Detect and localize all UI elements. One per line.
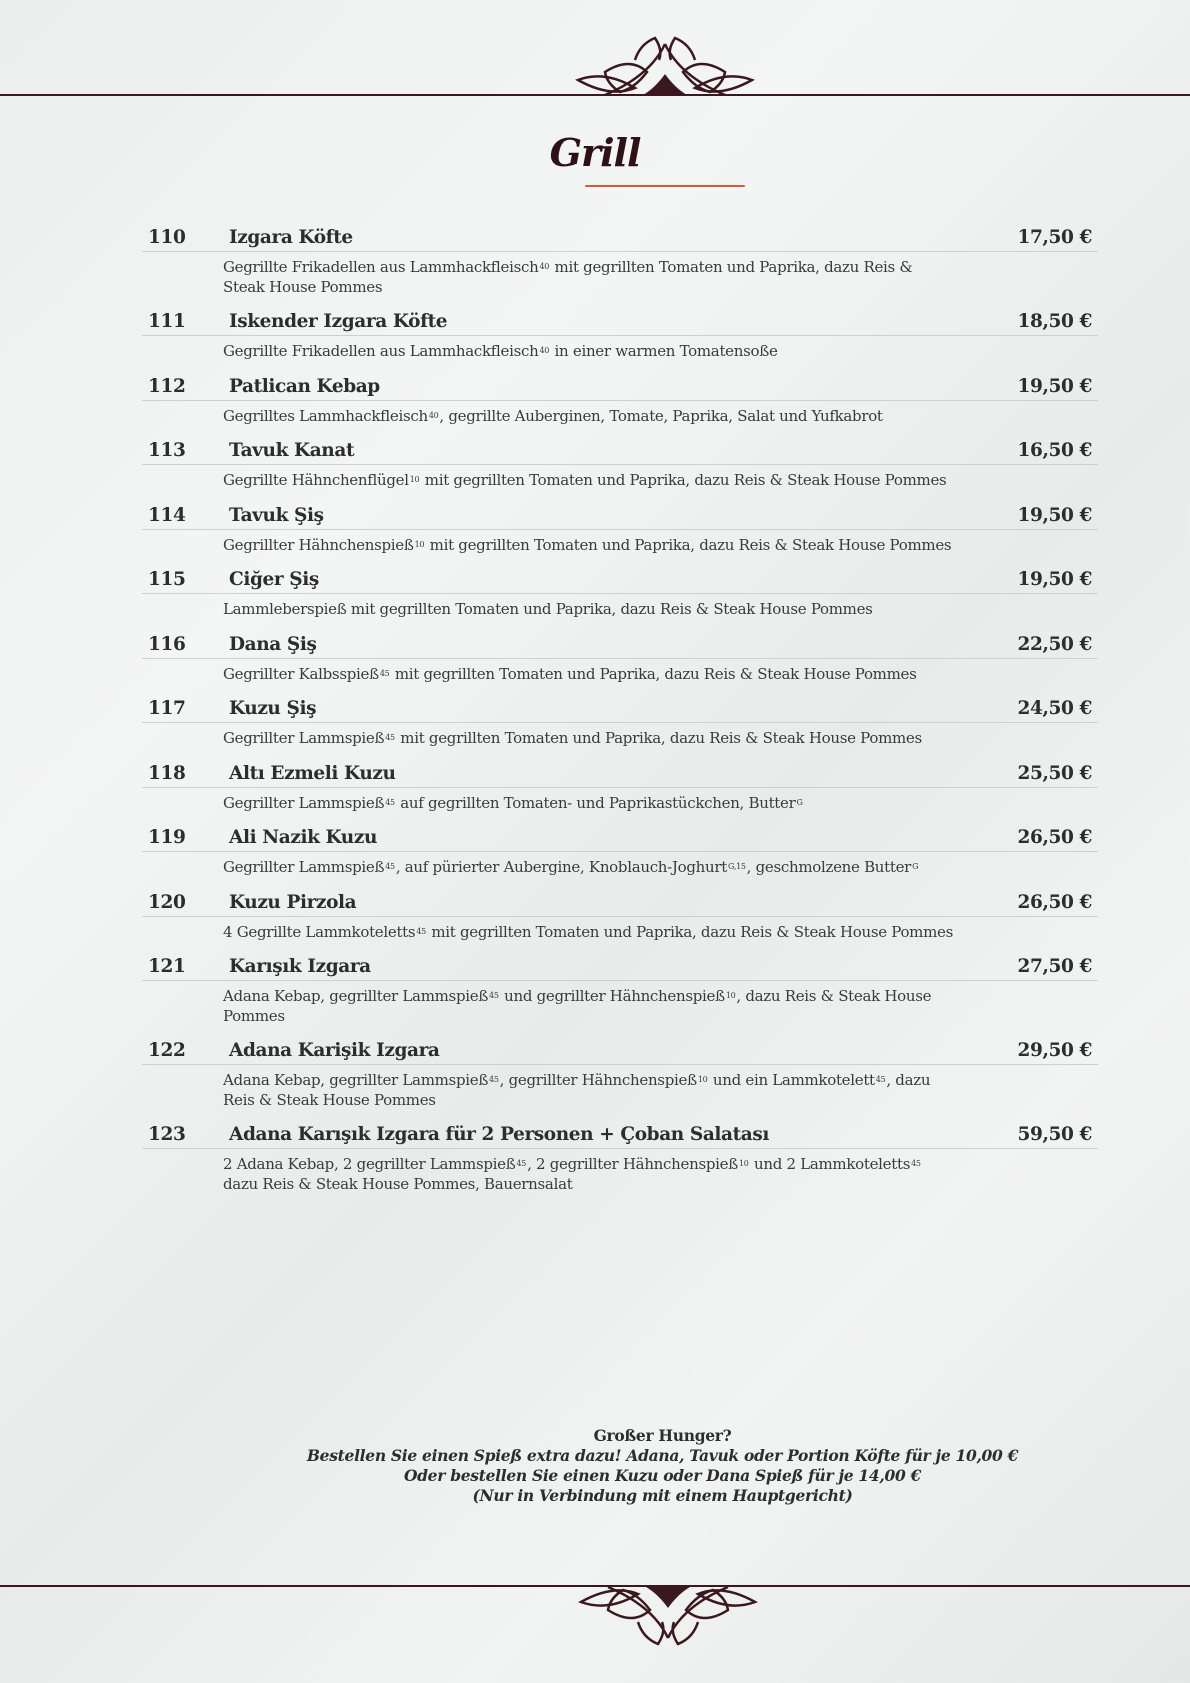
description-text: , 2 gegrillter Hähnchenspieß (527, 1155, 738, 1173)
item-price: 27,50 € (1017, 956, 1092, 977)
item-description (142, 336, 953, 362)
item-price: 29,50 € (1017, 1040, 1092, 1061)
menu-item (142, 698, 1098, 749)
item-number: 117 (148, 698, 186, 719)
item-name: Kuzu Pirzola (229, 891, 357, 913)
description-text: , auf pürierter Aubergine, Knoblauch-Joghurt (395, 858, 728, 876)
item-number: 114 (148, 504, 186, 526)
menu-item (142, 376, 1098, 427)
item-description (142, 723, 953, 749)
menu-item-header (142, 440, 1098, 465)
description-text: mit gegrillten Tomaten und Paprika, dazu Reis & Steak House Pommes (420, 471, 947, 489)
description-text: auf gegrillten Tomaten- und Paprikastückchen, Butter (395, 793, 796, 812)
item-number: 120 (148, 891, 186, 913)
description-text: mit gegrillten Tomaten und Paprika, dazu Reis & Steak House Pommes (395, 729, 922, 747)
description-text: mit gegrillten Tomaten und Paprika, dazu Reis & Steak House Pommes (426, 922, 953, 941)
allergen-note: 40 (539, 262, 550, 271)
description-text: , dazu Reis & Steak House Pommes (223, 987, 932, 1025)
menu-item (142, 505, 1098, 556)
menu-list (142, 227, 1098, 1208)
allergen-note: G,15 (728, 862, 746, 871)
item-price: 26,50 € (1017, 891, 1092, 913)
description-text: mit gegrillten Tomaten und Paprika, dazu Reis & Steak House Pommes (425, 535, 952, 554)
menu-item (142, 311, 1098, 362)
menu-item (142, 763, 1098, 814)
description-text: und 2 Lammkoteletts (749, 1155, 911, 1173)
menu-item-header (142, 1040, 1098, 1065)
allergen-note: 45 (489, 1075, 499, 1084)
allergen-note: 10 (414, 539, 425, 549)
item-number: 112 (148, 375, 186, 397)
description-text: in einer warmen Tomatensoße (550, 342, 778, 360)
description-text: 4 Gegrillte Lammkoteletts (223, 922, 416, 941)
menu-item-header (142, 569, 1098, 594)
item-number: 115 (148, 569, 186, 590)
footer-note (0, 1426, 1190, 1506)
description-text: Adana Kebap, gegrillter Lammspieß (223, 1071, 489, 1089)
item-price: 19,50 € (1017, 375, 1092, 397)
item-price: 17,50 € (1017, 227, 1092, 248)
description-text: und ein Lammkotelett (708, 1071, 875, 1089)
item-name: Dana Şiş (229, 633, 317, 655)
menu-item-header (142, 1124, 1098, 1149)
description-text: Gegrillte Hähnchenflügel (223, 471, 409, 489)
menu-item-header (142, 634, 1098, 659)
allergen-note: 45 (385, 733, 395, 742)
item-name: Patlican Kebap (229, 375, 380, 397)
menu-item-header (142, 227, 1098, 252)
item-description (142, 788, 953, 814)
menu-item (142, 569, 1098, 620)
menu-item-header (142, 505, 1098, 530)
item-price: 24,50 € (1017, 698, 1092, 719)
item-number: 116 (148, 633, 186, 655)
description-text: Adana Kebap, gegrillter Lammspieß (223, 987, 489, 1005)
item-name: Adana Karişik Izgara (229, 1040, 440, 1061)
description-text: Gegrilltes Lammhackfleisch (223, 406, 428, 425)
description-text: und gegrillter Hähnchenspieß (499, 987, 725, 1005)
item-price: 16,50 € (1017, 440, 1092, 461)
item-price: 19,50 € (1017, 504, 1092, 526)
footer-line: (Nur in Verbindung mit einem Hauptgericht) (472, 1486, 853, 1505)
menu-item (142, 956, 1098, 1026)
item-name: Karışık Izgara (229, 956, 371, 977)
item-name: Ciğer Şiş (229, 569, 319, 590)
menu-item-header (142, 956, 1098, 981)
title-underline (585, 185, 745, 187)
allergen-note: 45 (385, 862, 395, 871)
description-text: , gegrillte Auberginen, Tomate, Paprika, Salat und Yufkabrot (439, 406, 883, 425)
item-description (142, 401, 953, 427)
allergen-note: G (912, 862, 919, 871)
description-text: Gegrillter Lammspieß (223, 858, 385, 876)
description-text: mit gegrillten Tomaten und Paprika, dazu Reis & Steak House Pommes (223, 258, 913, 296)
description-text: dazu Reis & Steak House Pommes, Bauernsalat (223, 1174, 573, 1193)
item-price: 18,50 € (1017, 311, 1092, 332)
item-name: Kuzu Şiş (229, 698, 317, 719)
footer-line: Oder bestellen Sie einen Kuzu oder Dana Spieß für je 14,00 € (403, 1466, 922, 1485)
menu-item (142, 1124, 1098, 1194)
item-name: Altı Ezmeli Kuzu (229, 762, 396, 784)
menu-item-header (142, 827, 1098, 852)
item-name: Izgara Köfte (229, 227, 353, 248)
description-text: Gegrillte Frikadellen aus Lammhackfleisch (223, 258, 539, 276)
allergen-note: 10 (738, 1159, 749, 1168)
item-name: Ali Nazik Kuzu (229, 827, 378, 848)
allergen-note: 10 (697, 1075, 708, 1084)
allergen-note: 45 (875, 1075, 886, 1084)
item-price: 59,50 € (1017, 1124, 1092, 1145)
item-description (142, 659, 953, 685)
item-description (142, 917, 953, 943)
description-text: , geschmolzene Butter (746, 858, 912, 876)
item-name: Tavuk Kanat (229, 440, 355, 461)
item-number: 119 (148, 827, 186, 848)
item-number: 122 (148, 1040, 186, 1061)
item-description (142, 594, 953, 620)
item-price: 26,50 € (1017, 827, 1092, 848)
item-number: 123 (148, 1124, 186, 1145)
section-title: Grill (549, 130, 641, 175)
description-text: Gegrillter Hähnchenspieß (223, 535, 414, 554)
item-description (142, 530, 953, 556)
description-text: Lammleberspieß mit gegrillten Tomaten und Paprika, dazu Reis & Steak House Pommes (223, 600, 873, 618)
item-description (142, 465, 953, 491)
allergen-note: 10 (409, 475, 420, 484)
item-number: 111 (148, 311, 186, 332)
item-description (142, 1149, 953, 1194)
description-text: Gegrillter Lammspieß (223, 793, 385, 812)
item-description (142, 252, 953, 297)
menu-item-header (142, 892, 1098, 917)
menu-item-header (142, 311, 1098, 336)
allergen-note: 45 (385, 797, 395, 807)
allergen-note: G (796, 797, 803, 807)
menu-item-header (142, 763, 1098, 788)
description-text: 2 Adana Kebap, 2 gegrillter Lammspieß (223, 1155, 516, 1173)
item-price: 22,50 € (1017, 633, 1092, 655)
lotus-ornament-bottom-icon (578, 1586, 758, 1646)
footer-heading: Großer Hunger? (593, 1426, 732, 1445)
item-name: Iskender Izgara Köfte (229, 311, 448, 332)
menu-item (142, 1040, 1098, 1110)
allergen-note: 45 (379, 668, 390, 678)
allergen-note: 40 (539, 346, 550, 355)
allergen-note: 45 (489, 991, 499, 1000)
item-number: 110 (148, 227, 186, 248)
allergen-note: 45 (911, 1159, 921, 1168)
item-description (142, 852, 953, 878)
lotus-ornament-top-icon (575, 36, 755, 96)
description-text: Gegrillte Frikadellen aus Lammhackfleisch (223, 342, 539, 360)
item-number: 121 (148, 956, 186, 977)
menu-item (142, 892, 1098, 943)
footer-line: Bestellen Sie einen Spieß extra dazu! Adana, Tavuk oder Portion Köfte für je 10,00 € (306, 1446, 1019, 1465)
menu-item-header (142, 376, 1098, 401)
menu-item (142, 227, 1098, 297)
description-text: , dazu Reis & Steak House Pommes (223, 1071, 931, 1109)
allergen-note: 10 (725, 991, 736, 1000)
description-text: mit gegrillten Tomaten und Paprika, dazu Reis & Steak House Pommes (390, 664, 917, 683)
description-text: , gegrillter Hähnchenspieß (499, 1071, 697, 1089)
item-description (142, 1065, 953, 1110)
item-price: 19,50 € (1017, 569, 1092, 590)
menu-item (142, 634, 1098, 685)
description-text: Gegrillter Kalbsspieß (223, 664, 379, 683)
menu-item (142, 440, 1098, 491)
item-name: Tavuk Şiş (229, 504, 324, 526)
item-description (142, 981, 953, 1026)
item-number: 113 (148, 440, 186, 461)
description-text: Gegrillter Lammspieß (223, 729, 385, 747)
menu-item (142, 827, 1098, 878)
item-price: 25,50 € (1017, 762, 1092, 784)
menu-item-header (142, 698, 1098, 723)
item-number: 118 (148, 762, 186, 784)
allergen-note: 45 (416, 926, 426, 936)
allergen-note: 45 (516, 1159, 527, 1168)
item-name: Adana Karışık Izgara für 2 Personen + Çoban Salatası (229, 1124, 770, 1145)
allergen-note: 40 (428, 410, 439, 420)
